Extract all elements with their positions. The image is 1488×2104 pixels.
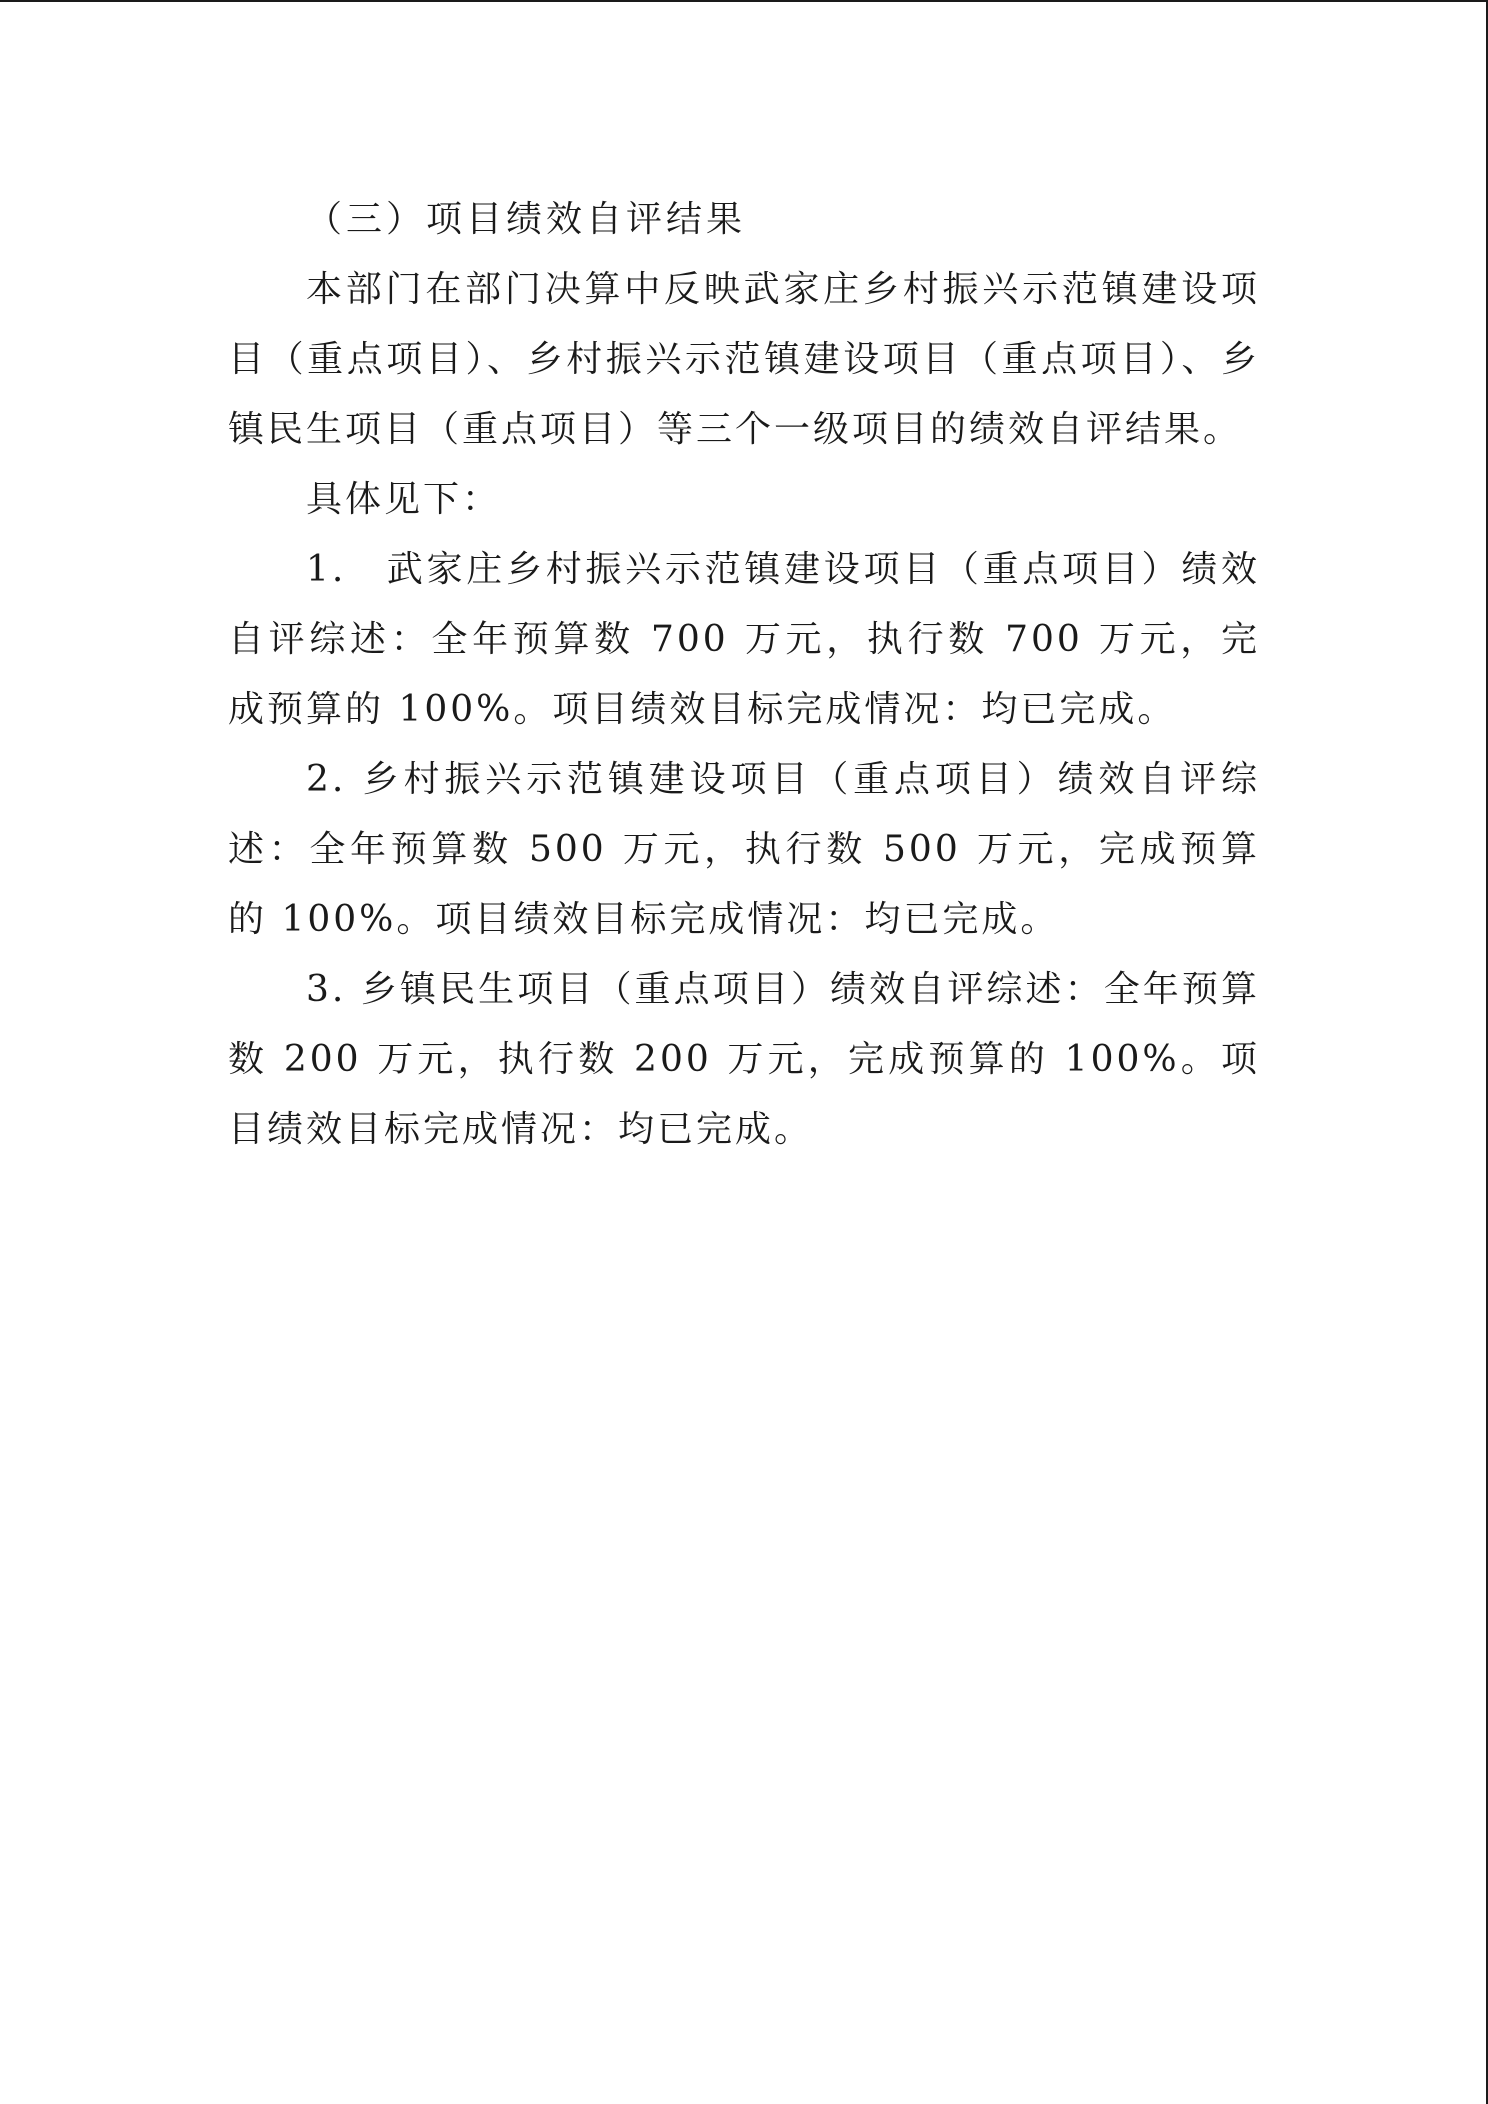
paragraph-intro: 本部门在部门决算中反映武家庄乡村振兴示范镇建设项目（重点项目）、乡村振兴示范镇建设项目（重点项目）、乡镇民生项目（重点项目）等三个一级项目的绩效自评结果。 (228, 269, 1260, 450)
paragraph-item-2: 2. 乡村振兴示范镇建设项目（重点项目）绩效自评综述：全年预算数 500 万元，执行数 500 万元，完成预算的 100%。项目绩效目标完成情况：均已完成。 (228, 759, 1260, 940)
section-heading: （三）项目绩效自评结果 (306, 199, 747, 240)
paragraph-lead: 具体见下： (306, 479, 502, 520)
document-body (228, 185, 1260, 1165)
paragraph-item-3: 3. 乡镇民生项目（重点项目）绩效自评综述：全年预算数 200 万元，执行数 200 万元，完成预算的 100%。项目绩效目标完成情况：均已完成。 (228, 969, 1260, 1150)
paragraph-item-1: 1. 武家庄乡村振兴示范镇建设项目（重点项目）绩效自评综述：全年预算数 700 万元，执行数 700 万元，完成预算的 100%。项目绩效目标完成情况：均已完成。 (228, 549, 1260, 730)
